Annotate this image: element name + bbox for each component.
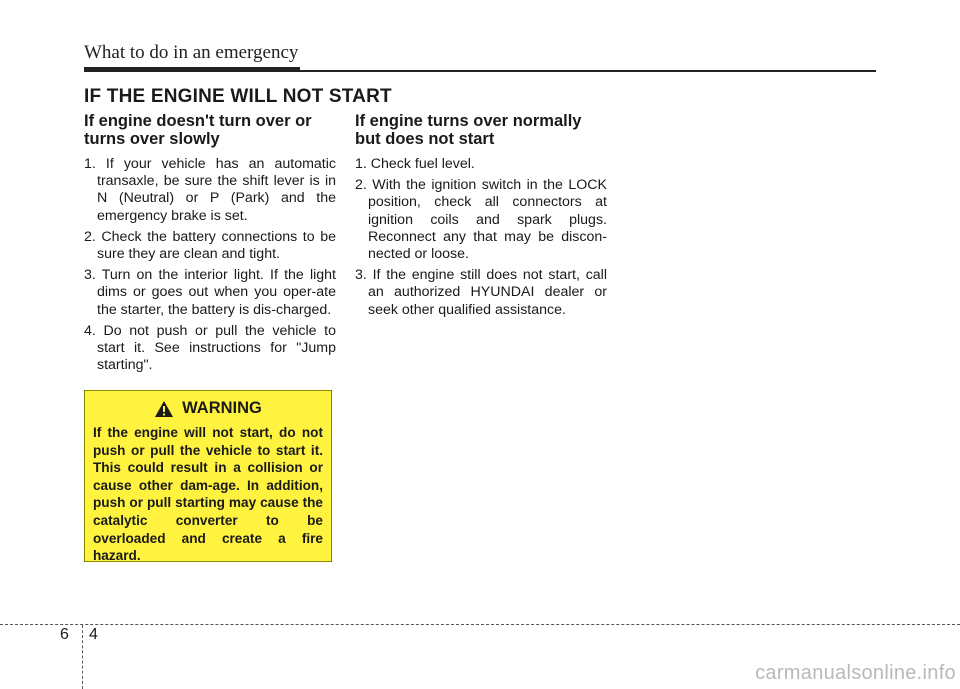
list-item: 3. Turn on the interior light. If the light dims or goes out when you oper-ate the starter, the battery is dis-charged. xyxy=(84,267,336,318)
warning-triangle-icon xyxy=(154,400,174,418)
section-heading: IF THE ENGINE WILL NOT START xyxy=(84,86,392,107)
footer-vertical-divider xyxy=(82,625,83,689)
list-item: 1. Check fuel level. xyxy=(355,156,475,172)
right-column xyxy=(355,112,607,323)
header-underline-thin xyxy=(84,70,876,72)
watermark: carmanualsonline.info xyxy=(755,662,956,684)
warning-body: If the engine will not start, do not push or pull the vehicle to start it. This could result in a collision or cause other dam-age. In addition, push or pull starting may cause the catalytic converter to be overloaded and create a fire hazard. xyxy=(93,425,323,564)
list-item: 4. Do not push or pull the vehicle to start it. See instructions for "Jump starting". xyxy=(84,322,336,374)
list-item: 3. If the engine still does not start, call an authorized HYUNDAI dealer or seek other qualified assistance. xyxy=(355,267,607,318)
list-item: 2. Check the battery connections to be sure they are clean and tight. xyxy=(84,228,336,263)
right-steps-list xyxy=(355,156,607,319)
left-steps-list xyxy=(84,156,336,374)
page-number: 4 xyxy=(89,626,98,643)
page-chapter: 6 xyxy=(60,626,69,643)
footer-divider xyxy=(0,624,960,625)
left-column-heading: If engine doesn't turn over or turns over slowly xyxy=(84,112,312,148)
right-column-heading: If engine turns over normally but does not start xyxy=(355,112,582,148)
warning-title-row xyxy=(93,399,323,418)
list-item: 2. With the ignition switch in the LOCK position, check all connectors at ignition coils and spark plugs. Reconnect any that may be discon-nected or loose. xyxy=(355,177,607,263)
warning-title: WARNING xyxy=(182,399,262,417)
header-title: What to do in an emergency xyxy=(84,42,299,63)
left-column xyxy=(84,112,336,378)
warning-box xyxy=(84,390,332,562)
list-item: 1. If your vehicle has an automatic transaxle, be sure the shift lever is in N (Neutral) or P (Park) and the emergency brake is set. xyxy=(84,156,336,224)
